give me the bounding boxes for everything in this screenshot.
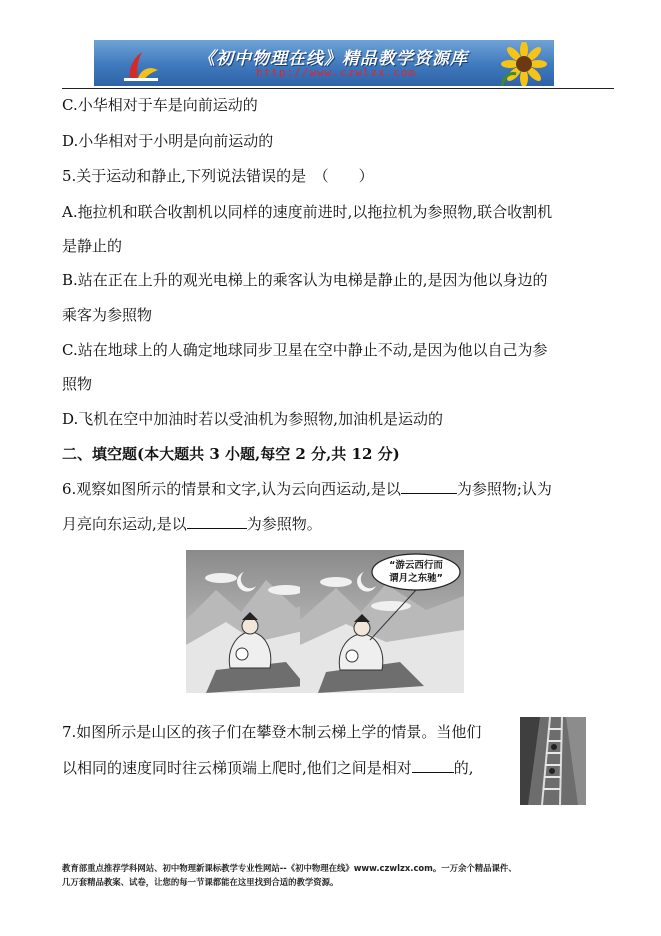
option-4d: D.小华相对于小明是向前运动的 [62,132,274,150]
option-5a-line2: 是静止的 [62,237,123,255]
speech-bubble-line2: 谓月之东驰” [389,573,443,584]
sunflower-icon [494,42,550,86]
answer-blank[interactable] [412,758,454,773]
ladder-photo [520,717,586,805]
answer-blank[interactable] [187,514,247,529]
question-7-line1: 7.如图所示是山区的孩子们在攀登木制云梯上学的情景。当他们 [62,723,482,741]
section-heading-fill-blank: 二、填空题(本大题共 3 小题,每空 2 分,共 12 分) [62,445,400,463]
question-6-line1 [62,479,552,499]
header-rule [62,88,614,89]
question-7-text-b: 的, [453,759,474,777]
banner-title: 《初中物理在线》精品教学资源库 [198,49,468,69]
header-banner [94,40,554,86]
question-7-line2 [62,758,474,778]
question-6-text-c: 月亮向东运动,是以 [62,515,187,533]
banner-url: http://www.czwlzx.com [256,66,417,79]
option-5d: D.飞机在空中加油时若以受油机为参照物,加油机是运动的 [62,410,444,428]
question-6-text-b: 为参照物;认为 [456,480,552,498]
question-5: 5.关于运动和静止,下列说法错误的是 （ ） [62,167,374,185]
speech-bubble-line1: “游云西行而 [389,560,443,571]
option-4c: C.小华相对于车是向前运动的 [62,96,258,114]
cartoon-figure [186,550,464,693]
option-5a-line1: A.拖拉机和联合收割机以同样的速度前进时,以拖拉机为参照物,联合收割机 [62,203,553,221]
question-6-text-a: 6.观察如图所示的情景和文字,认为云向西运动,是以 [62,480,401,498]
option-5b-line1: B.站在正在上升的观光电梯上的乘客认为电梯是静止的,是因为他以身边的 [62,271,548,289]
question-6-text-d: 为参照物。 [246,515,322,533]
answer-blank[interactable] [401,479,457,494]
footer-line2: 几万套精品教案、试卷，让您的每一节课都能在这里找到合适的教学资源。 [62,877,339,887]
option-5c-line1: C.站在地球上的人确定地球同步卫星在空中静止不动,是因为他以自己为参 [62,341,548,359]
question-7-text-a: 以相同的速度同时往云梯顶端上爬时,他们之间是相对 [62,759,412,777]
option-5b-line2: 乘客为参照物 [62,306,153,324]
footer-line1: 教育部重点推荐学科网站、初中物理新课标教学专业性网站--《初中物理在线》www.czwlzx.com。一万余个精品课件、 [62,863,517,873]
option-5c-line2: 照物 [62,375,93,393]
question-6-line2 [62,514,322,534]
site-logo-icon [120,48,160,82]
